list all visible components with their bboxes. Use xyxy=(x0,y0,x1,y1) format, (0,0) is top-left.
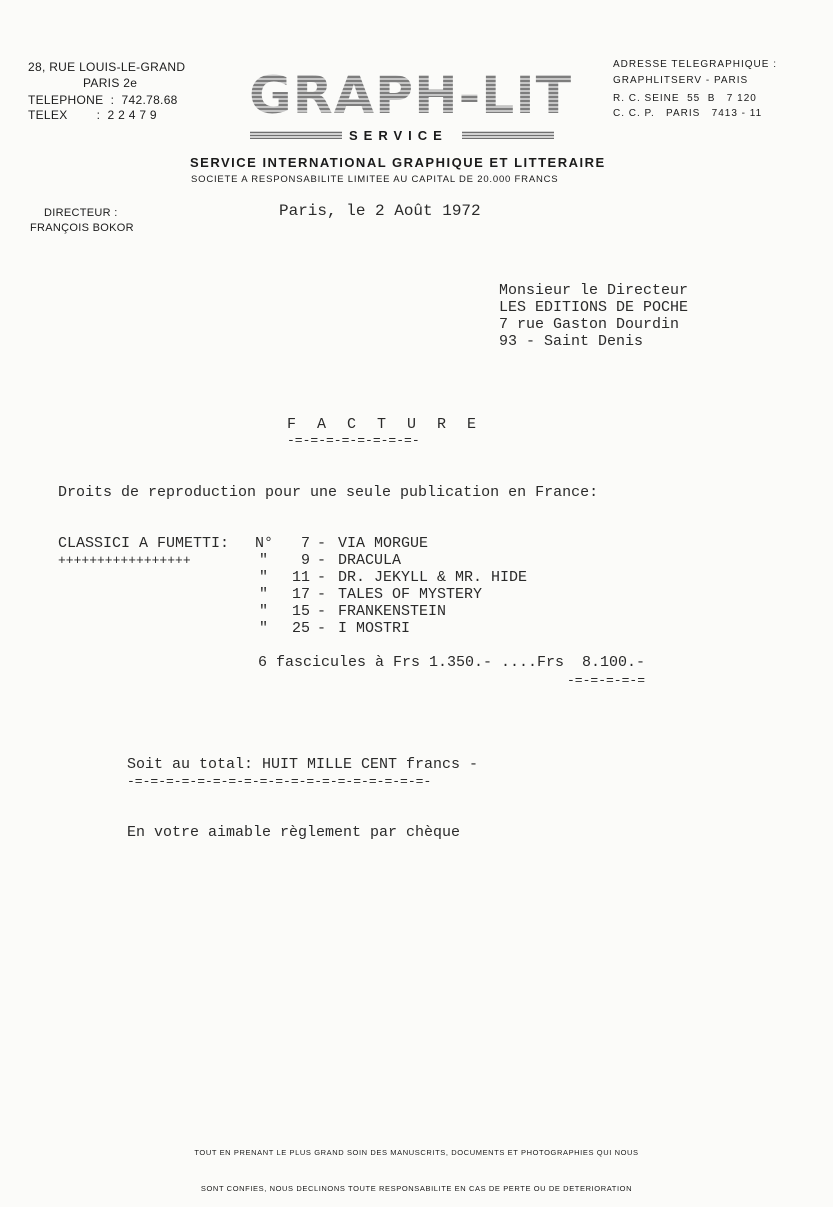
telegraph-label: ADRESSE TELEGRAPHIQUE : xyxy=(613,59,777,70)
company-subtitle: SOCIETE A RESPONSABILITE LIMITEE AU CAPITAL DE 20.000 FRANCS xyxy=(191,174,559,185)
total-line: Soit au total: HUIT MILLE CENT francs - xyxy=(127,756,479,773)
item-mark: " xyxy=(259,620,269,637)
item-mark: " xyxy=(259,552,269,569)
item-dash: - xyxy=(317,535,327,552)
series-rule: +++++++++++++++++ xyxy=(58,553,191,568)
item-mark: " xyxy=(259,603,269,620)
footer-line: TOUT EN PRENANT LE PLUS GRAND SOIN DES MANUSCRITS, DOCUMENTS ET PHOTOGRAPHIES QUI NOUS xyxy=(194,1148,639,1157)
logo-subtitle: SERVICE xyxy=(349,128,448,143)
telex: TELEX : 2 2 4 7 9 xyxy=(28,108,157,122)
document-title: F A C T U R E xyxy=(287,416,483,433)
postal-account: C. C. P. PARIS 7413 - 11 xyxy=(613,108,763,119)
recipient-line: LES EDITIONS DE POCHE xyxy=(499,299,689,316)
item-title: DR. JEKYLL & MR. HIDE xyxy=(338,569,528,586)
item-dash: - xyxy=(317,620,327,637)
recipient-line: Monsieur le Directeur xyxy=(499,282,689,299)
telephone: TELEPHONE : 742.78.68 xyxy=(28,93,178,107)
item-dash: - xyxy=(317,586,327,603)
series-label: CLASSICI A FUMETTI: xyxy=(58,535,230,552)
director-title: DIRECTEUR : xyxy=(44,207,118,219)
letter-date: Paris, le 2 Août 1972 xyxy=(279,202,481,220)
item-title: VIA MORGUE xyxy=(338,535,429,552)
calculation-rule: -=-=-=-=-= xyxy=(567,673,646,688)
item-number: 9 xyxy=(300,552,310,569)
intro-text: Droits de reproduction pour une seule publication en France: xyxy=(58,484,599,501)
item-title: FRANKENSTEIN xyxy=(338,603,447,620)
calculation-line: 6 fascicules à Frs 1.350.- ....Frs 8.100.- xyxy=(258,654,646,671)
footer-line: SONT CONFIES, NOUS DECLINONS TOUTE RESPONSABILITE EN CAS DE PERTE OU DE DETERIORATION xyxy=(200,1184,633,1193)
item-number: 25 xyxy=(291,620,310,637)
item-mark: " xyxy=(259,586,269,603)
footer-disclaimer xyxy=(0,1123,833,1207)
total-rule: -=-=-=-=-=-=-=-=-=-=-=-=-=-=-=-=-=-=-=- xyxy=(127,774,432,789)
director-name: FRANÇOIS BOKOR xyxy=(30,222,134,234)
logo-rule-right xyxy=(462,131,554,139)
item-number: 15 xyxy=(291,603,310,620)
telegraph-address: GRAPHLITSERV - PARIS xyxy=(613,75,749,86)
recipient-line: 93 - Saint Denis xyxy=(499,333,644,350)
register-number: R. C. SEINE 55 B 7 120 xyxy=(613,93,757,104)
item-dash: - xyxy=(317,569,327,586)
address-street: 28, RUE LOUIS-LE-GRAND xyxy=(28,60,186,74)
recipient-line: 7 rue Gaston Dourdin xyxy=(499,316,680,333)
item-mark: " xyxy=(259,569,269,586)
item-dash: - xyxy=(317,552,327,569)
item-title: TALES OF MYSTERY xyxy=(338,586,483,603)
item-number: 11 xyxy=(291,569,310,586)
logo-rule-left xyxy=(250,131,342,139)
closing-line: En votre aimable règlement par chèque xyxy=(127,824,461,841)
company-title: SERVICE INTERNATIONAL GRAPHIQUE ET LITTERAIRE xyxy=(190,155,606,170)
address-city: PARIS 2e xyxy=(83,76,138,90)
item-dash: - xyxy=(317,603,327,620)
document-title-rule: -=-=-=-=-=-=-=-=- xyxy=(287,433,420,448)
item-title: I MOSTRI xyxy=(338,620,411,637)
item-mark: N° xyxy=(255,535,274,552)
logo-text: GRAPH-LIT xyxy=(249,66,573,126)
item-title: DRACULA xyxy=(338,552,402,569)
item-number: 7 xyxy=(300,535,310,552)
item-number: 17 xyxy=(291,586,310,603)
